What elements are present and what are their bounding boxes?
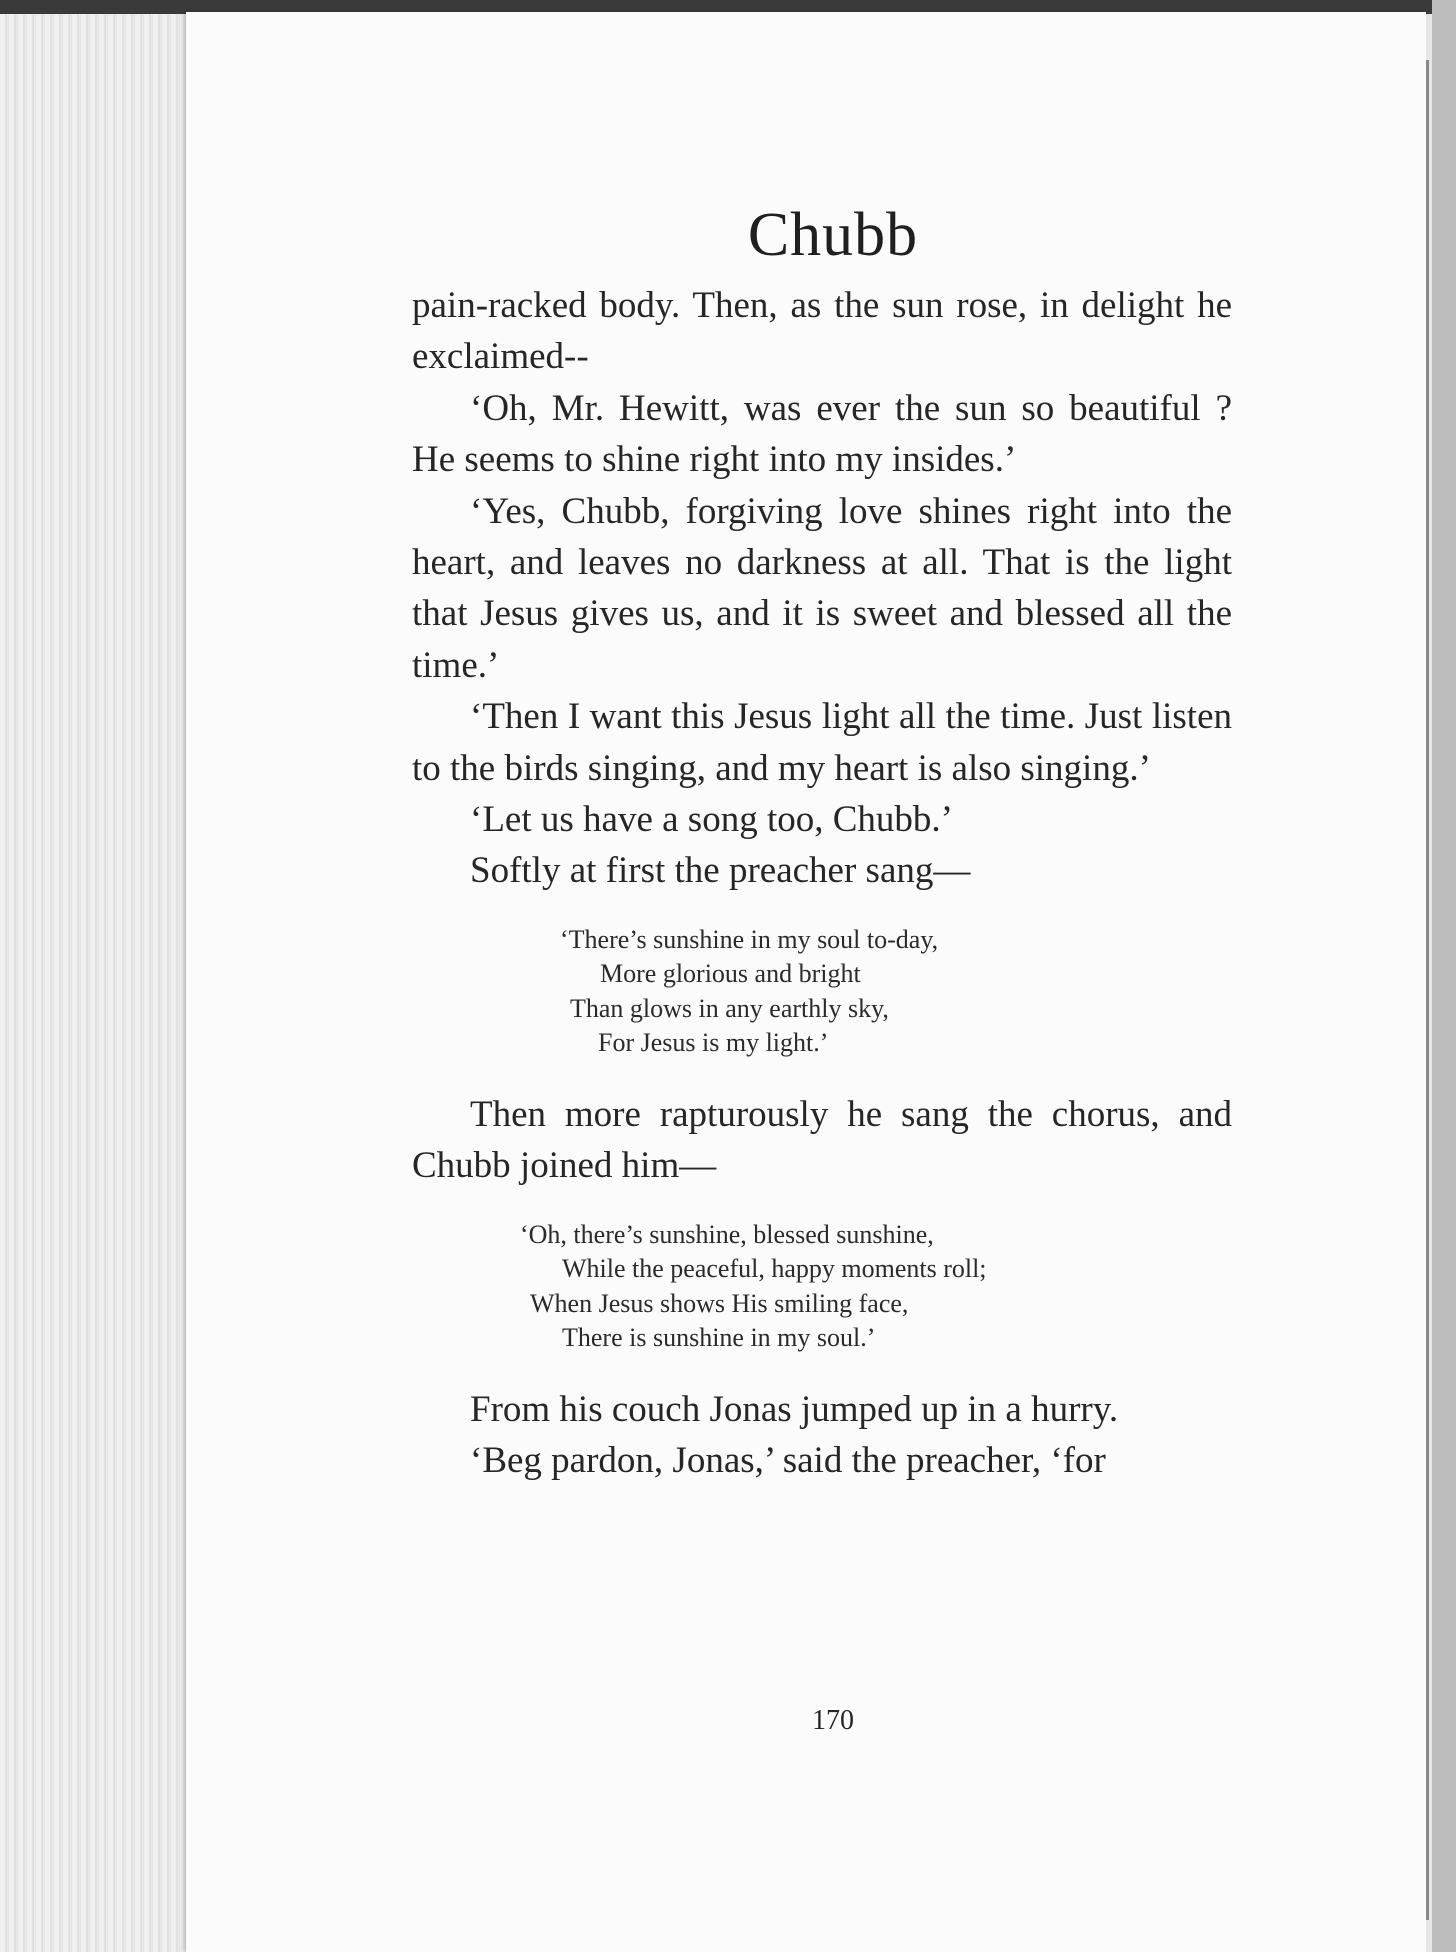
body-text (412, 280, 1232, 1487)
verse-line: There is sunshine in my soul.’ (562, 1323, 876, 1353)
running-head: Chubb (747, 201, 919, 269)
verse-line: ‘Oh, there’s sunshine, blessed sunshine, (520, 1219, 934, 1249)
paragraph: Softly at first the preacher sang— (470, 850, 971, 892)
verse-line: ‘There’s sunshine in my soul to-day, (560, 924, 939, 954)
page-stack-edges (0, 0, 190, 1952)
verse-line: When Jesus shows His smiling face, (530, 1288, 909, 1318)
scan-right-border (1432, 0, 1456, 1952)
paragraph: From his couch Jonas jumped up in a hurry. (470, 1388, 1119, 1430)
paragraph: ‘Oh, Mr. Hewitt, was ever the sun so beautiful ? He seems to shine right into my insides.’ (412, 387, 1232, 481)
paragraph: Then more rapturously he sang the chorus, and Chubb joined him— (412, 1093, 1232, 1187)
hymn-chorus (412, 1218, 1232, 1356)
paragraph-continued: pain-racked body. Then, as the sun rose, in delight he exclaimed-- (412, 285, 1232, 378)
book-page (186, 12, 1426, 1952)
verse-line: Than glows in any earthly sky, (570, 993, 889, 1023)
hymn-verse (412, 923, 1232, 1061)
verse-line: While the peaceful, happy moments roll; (562, 1254, 987, 1284)
page-fold-line (1426, 60, 1429, 1920)
page-number: 170 (812, 1705, 854, 1736)
paragraph: ‘Let us have a song too, Chubb.’ (470, 799, 953, 841)
paragraph: ‘Then I want this Jesus light all the time. Just listen to the birds singing, and my heart is also singing.’ (412, 696, 1232, 789)
verse-line: More glorious and bright (600, 959, 861, 989)
paragraph: ‘Yes, Chubb, forgiving love shines right into the heart, and leaves no darkness at all. That is the light that Jesus gives us, and it is sweet and blessed all the time.’ (412, 490, 1232, 686)
paragraph: ‘Beg pardon, Jonas,’ said the preacher, ‘for (470, 1440, 1106, 1482)
verse-line: For Jesus is my light.’ (598, 1028, 829, 1058)
